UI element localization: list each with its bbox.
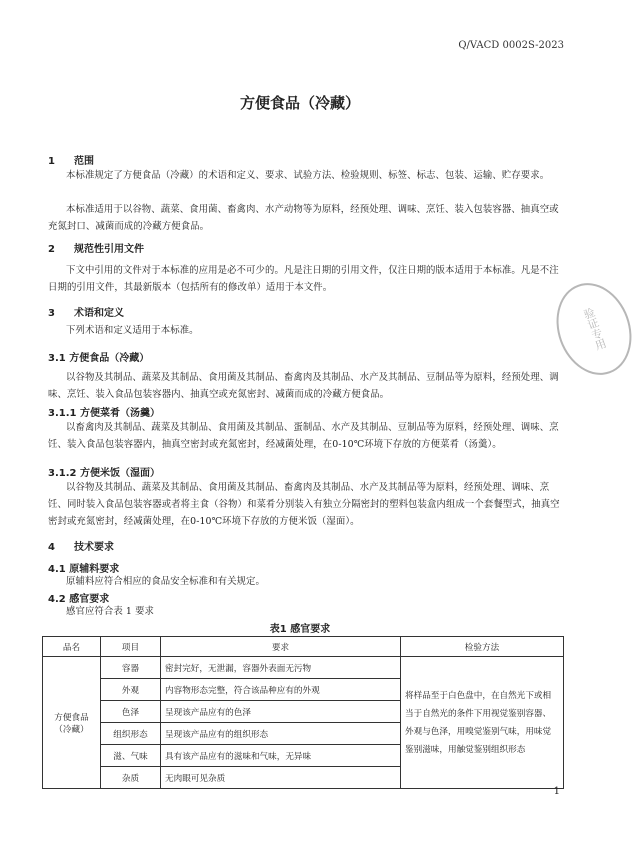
section-4-1-heading: 4.1 原辅料要求	[48, 564, 120, 575]
sensory-requirements-table	[42, 636, 564, 789]
item-cell: 外观	[101, 679, 161, 701]
requirement-cell: 呈现该产品应有的色泽	[161, 701, 401, 723]
section-3-heading: 3 术语和定义	[48, 308, 124, 319]
requirement-cell: 内容物形态完整，符合该品种应有的外观	[161, 679, 401, 701]
section-3-1-2-heading: 3.1.2 方便米饭（湿面）	[48, 468, 160, 479]
header-requirement: 要求	[161, 637, 401, 657]
item-cell: 滋、气味	[101, 745, 161, 767]
requirement-cell: 具有该产品应有的滋味和气味，无异味	[161, 745, 401, 767]
requirement-cell: 呈现该产品应有的组织形态	[161, 723, 401, 745]
item-cell: 组织形态	[101, 723, 161, 745]
section-3-para-1: 下列术语和定义适用于本标准。	[66, 325, 199, 336]
header-product: 品名	[43, 637, 101, 657]
section-3-1-para-1: 以谷物及其制品、蔬菜及其制品、食用菌及其制品、畜禽肉及其制品、水产及其制品、豆制品等为原料，经预处理、调味、烹饪、装入食品包装容器内、抽真空或充氮密封、减菌而成的冷藏方便食品。	[48, 372, 559, 400]
section-2-para-1: 下文中引用的文件对于本标准的应用是必不可少的。凡是注日期的引用文件，仅注日期的版本适用于本标准。凡是不注日期的引用文件，其最新版本（包括所有的修改单）适用于本文件。	[48, 265, 559, 293]
page-title: 方便食品（冷藏）	[239, 94, 360, 112]
seal-stamp: 验证专用	[544, 273, 644, 386]
product-name-cell: 方便食品（冷藏）	[43, 657, 101, 789]
section-1-para-1: 本标准规定了方便食品（冷藏）的术语和定义、要求、试验方法、检验规则、标签、标志、包装、运输、贮存要求。	[66, 170, 550, 181]
table-title: 表1 感官要求	[269, 624, 331, 635]
section-1-para-2: 本标准适用于以谷物、蔬菜、食用菌、畜禽肉、水产动物等为原料，经预处理、调味、烹饪、装入包装容器、抽真空或充氮封口、减菌而成的冷藏方便食品。	[48, 204, 559, 232]
item-cell: 色泽	[101, 701, 161, 723]
method-cell: 将样品至于白色盘中，在自然光下或相当于自然光的条件下用视觉鉴别容器、外观与色泽，用嗅觉鉴别气味，用味觉鉴别滋味，用触觉鉴别组织形态	[401, 657, 564, 789]
item-cell: 杂质	[101, 767, 161, 789]
header-method: 检验方法	[401, 637, 564, 657]
standard-code: Q/VACD 0002S-2023	[458, 40, 564, 51]
table-header-row	[43, 637, 564, 657]
section-3-1-1-heading: 3.1.1 方便菜肴（汤羹）	[48, 408, 160, 419]
section-4-2-heading: 4.2 感官要求	[48, 594, 110, 605]
section-3-1-2-para-1: 以谷物及其制品、蔬菜及其制品、食用菌及其制品、畜禽肉及其制品、水产及其制品等为原料，经预处理、调味、烹饪、同时装入食品包装容器或者将主食（谷物）和菜肴分别装入有独立分隔密封的塑料包装盒内组成一个套餐型式，抽真空密封或充氮密封，经减菌处理，在0-10℃环境下存放的方便米饭（湿面）。	[48, 482, 560, 527]
requirement-cell: 密封完好，无泄漏，容器外表面无污物	[161, 657, 401, 679]
section-2-heading: 2 规范性引用文件	[48, 244, 144, 255]
item-cell: 容器	[101, 657, 161, 679]
section-4-heading: 4 技术要求	[48, 542, 114, 553]
table-row	[43, 657, 564, 679]
section-4-1-para-1: 原辅料应符合相应的食品安全标准和有关规定。	[66, 576, 265, 587]
page-number: 1	[553, 786, 560, 797]
header-item: 项目	[101, 637, 161, 657]
section-4-2-para-1: 感官应符合表 1 要求	[66, 606, 155, 617]
requirement-cell: 无肉眼可见杂质	[161, 767, 401, 789]
section-1-heading: 1 范围	[48, 156, 94, 167]
section-3-1-1-para-1: 以畜禽肉及其制品、蔬菜及其制品、食用菌及其制品、蛋制品、水产及其制品、豆制品等为原料，经预处理、调味、烹饪、装入食品包装容器内，抽真空密封或充氮密封，经减菌处理，在0-10℃环境下存放的方便菜肴（汤羹）。	[48, 422, 559, 450]
section-3-1-heading: 3.1 方便食品（冷藏）	[48, 353, 150, 364]
